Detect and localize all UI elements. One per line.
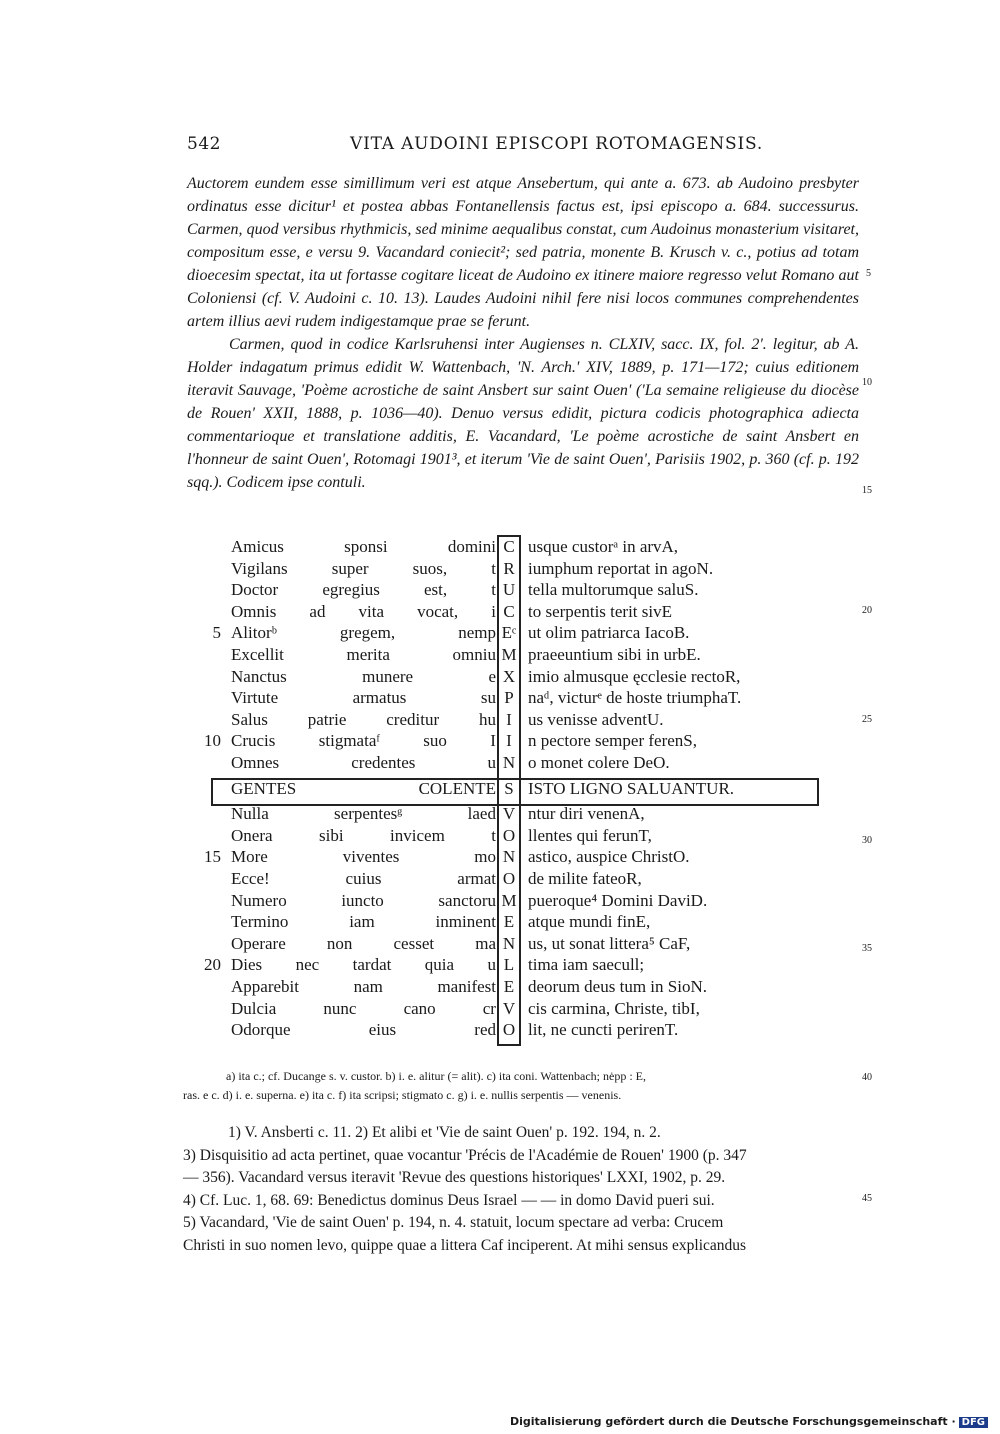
poem-left-half <box>231 803 496 825</box>
poem-right-half: pueroque⁴ Domini DaviD. <box>528 890 708 910</box>
acrostic-letter: I <box>506 709 512 729</box>
poem-line <box>0 1019 1000 1041</box>
poem-word: Dies <box>231 955 263 975</box>
poem-word: Odorque <box>231 1020 291 1040</box>
poem-word: t <box>491 580 496 600</box>
poem-left-half <box>231 998 496 1020</box>
poem-word: quia <box>424 955 455 975</box>
poem-word: cuius <box>345 869 382 888</box>
acrostic-letter: X <box>502 666 516 686</box>
poem-word: sibi <box>319 825 344 845</box>
acrostic-letter: N <box>502 847 516 867</box>
poem-right-half: de milite fateoR, <box>528 869 642 888</box>
poem-line <box>0 579 1000 601</box>
poem-line <box>0 803 1000 825</box>
footnote-line: 3) Disquisitio ad acta pertinet, quae vocantur 'Précis de l'Académie de Rouen' 1900 (p. 347 <box>183 1147 747 1164</box>
poem-left-half <box>231 730 496 752</box>
acrostic-letter: N <box>502 753 516 772</box>
poem-left-half <box>231 933 496 955</box>
poem-right-half: deorum deus tum in SioN. <box>528 977 707 996</box>
poem-right-half: astico, auspice ChristO. <box>528 847 690 867</box>
poem-right-half: tella multorumque saluS. <box>528 580 699 600</box>
poem-word: Numero <box>231 890 287 910</box>
acrostic-letter: U <box>502 580 516 600</box>
poem-word: Virtute <box>231 688 279 708</box>
poem-line <box>0 536 1000 558</box>
poem-left-half <box>231 752 496 774</box>
poem-line <box>0 890 1000 912</box>
acrostic-letter: E <box>503 977 515 996</box>
footnote-line: 1) V. Ansberti c. 11. 2) Et alibi et 'Vie de saint Ouen' p. 192. 194, n. 2. <box>228 1124 661 1141</box>
poem-word: non <box>326 933 353 953</box>
acrostic-letter: N <box>502 933 516 953</box>
poem-word: cr <box>482 998 496 1018</box>
poem-word: Termino <box>231 912 289 932</box>
acrostic-letter: V <box>502 804 516 824</box>
poem-line <box>0 868 1000 890</box>
poem-right-half: usque custorᵃ in arvA, <box>528 537 679 556</box>
poem-word: Ecce! <box>231 869 270 888</box>
poem-left-half <box>231 536 496 558</box>
poem-right-half: to serpentis terit sivE <box>528 601 673 621</box>
poem-left-half <box>231 579 496 601</box>
margin-line-number: 15 <box>862 485 872 496</box>
poem-word: Salus <box>231 709 268 729</box>
poem-left-half <box>231 601 496 623</box>
poem-word: Amicus <box>231 537 284 556</box>
poem-word: u <box>487 753 496 772</box>
footer-text: Digitalisierung gefördert durch die Deutsche Forschungsgemeinschaft · <box>509 1415 956 1428</box>
poem-right-half: ISTO LIGNO SALUANTUR. <box>528 778 735 798</box>
poem-left-half <box>231 709 496 731</box>
poem-right-half: iumphum reportat in agoN. <box>528 558 714 578</box>
dfg-logo: DFG <box>959 1417 988 1428</box>
acrostic-letter: M <box>501 645 517 664</box>
apparatus-note: a) ita c.; cf. Ducange s. v. custor. b) i. e. alitur (= alit). c) ita coni. Wattenbach; nėpp : E, <box>226 1069 646 1083</box>
intro-paragraph: Carmen, quod in codice Karlsruhensi inter Augienses n. CLXIV, sacc. IX, fol. 2'. legitur, ab A. Holder indagatum primus edidit W. Wattenbach, 'N. Arch.' XIV, 1889, p. 171—172; cuius editionem iteravit Sauvage, 'Poème acrostiche de saint Ansbert sur saint Ouen' ('La semaine religieuse du diocèse de Rouen' XXII, 1888, p. 1036—40). Denuo versus edidit, pictura codicis photographica adiecta commentarioque et translatione additis, E. Vacandard, 'Le poème acrostiche de saint Ansbert en l'honneur de saint Ouen', Rotomagi 1901³, et iterum 'Vie de saint Ouen', Parisiis 1902, p. 360 (cf. p. 192 sqq.). Codicem ipse contuli. <box>187 336 859 491</box>
poem-right-half: praeeuntium sibi in urbE. <box>528 645 701 664</box>
intro-paragraph: Auctorem eundem esse simillimum veri est atque Ansebertum, qui ante a. 673. ab Audoino presbyter ordinatus esse dicitur¹ et postea abbas Fontanellensis factus est, ipsi episcopo a. 684. successurus. Carmen, quod versibus rhythmicis, sed minime aequalibus constat, cum Audoinus monasterium visitaret, compositum esse, e versu 9. Vacandard coniecit²; sed patria, monente B. Krusch v. c., potius ad totam dioecesim spectat, ita ut fortasse cogitare liceat de Audoino ex itinere maiore regresso velut Romano aut Coloniensi (cf. V. Audoini c. 10. 13). Laudes Audoini nihil fere nisi locos communes comprehendentes artem illius aevi rudem indigestamque prae se ferunt. <box>187 175 859 330</box>
acrostic-letter: L <box>503 955 515 975</box>
acrostic-letter: R <box>503 558 515 578</box>
poem-word: nam <box>353 977 383 996</box>
acrostic-letter: V <box>502 998 516 1018</box>
poem-word: armatus <box>352 688 407 708</box>
footnote-line: 5) Vacandard, 'Vie de saint Ouen' p. 194, n. 4. statuit, locum spectare ad verba: Crucem <box>183 1214 724 1231</box>
poem-line <box>0 825 1000 847</box>
poem-word: Alitorᵇ <box>231 623 277 643</box>
poem-right-half: ntur diri venenA, <box>528 804 645 824</box>
poem-word: inminent <box>435 912 496 932</box>
poem-word: Omnis <box>231 601 277 621</box>
poem-word: tardat <box>352 955 392 975</box>
poem-word: Onera <box>231 825 273 845</box>
poem-left-half <box>231 890 496 912</box>
poem-left-half <box>231 644 496 666</box>
poem-line <box>0 846 1000 868</box>
poem-right-half: cis carmina, Christe, tibI, <box>528 998 700 1018</box>
margin-line-number: 5 <box>866 268 871 279</box>
acrostic-letter: O <box>502 869 516 888</box>
poem-word: omniu <box>452 645 496 664</box>
poem-word: su <box>480 688 496 708</box>
poem-word: laed <box>467 804 496 824</box>
poem-word: t <box>491 825 496 845</box>
poem-right-half: us, ut sonat littera⁵ CaF, <box>528 933 691 953</box>
poem-line <box>0 730 1000 752</box>
poem-line-number: 20 <box>204 955 221 975</box>
poem-word: est, <box>424 580 448 600</box>
poem-word: Operare <box>231 933 286 953</box>
poem-line <box>0 778 1000 800</box>
poem-word: creditur <box>386 709 440 729</box>
poem-word: suo <box>423 731 447 751</box>
apparatus-note: ras. e c. d) i. e. superna. e) ita c. f) ita scripsi; stigmato c. g) i. e. nullis serpentis — venenis. <box>183 1088 622 1102</box>
poem-line <box>0 752 1000 774</box>
acrostic-letter: Eᶜ <box>501 623 517 643</box>
poem-line-number: 5 <box>212 623 221 643</box>
poem-right-half: lit, ne cuncti perirenT. <box>528 1020 679 1040</box>
intro-text <box>187 172 859 494</box>
acrostic-letter: C <box>503 537 515 556</box>
poem-word: merita <box>346 645 390 664</box>
poem-right-half: atque mundi finE, <box>528 912 651 932</box>
acrostic-letter: M <box>501 890 517 910</box>
footnote-line: Christi in suo nomen levo, quippe quae a littera Caf inciperent. At mihi sensus explicandus <box>183 1237 747 1254</box>
poem-line-number: 10 <box>204 731 221 751</box>
poem-word: hu <box>478 709 496 729</box>
poem-left-half <box>231 558 496 580</box>
margin-line-number: 35 <box>862 943 872 954</box>
margin-line-number: 40 <box>862 1072 872 1083</box>
acrostic-letter: I <box>506 731 512 751</box>
poem-word: Apparebit <box>231 977 299 996</box>
margin-line-number: 30 <box>862 835 872 846</box>
poem-line <box>0 558 1000 580</box>
poem-line <box>0 709 1000 731</box>
poem-line <box>0 933 1000 955</box>
poem-word: cesset <box>393 933 435 953</box>
margin-line-number: 45 <box>862 1193 872 1204</box>
poem-word: red <box>474 1020 496 1040</box>
poem-word: Dulcia <box>231 998 277 1018</box>
poem-left-half <box>231 687 496 709</box>
poem-word: Omnes <box>231 753 280 772</box>
poem-right-half: tima iam saecull; <box>528 955 645 975</box>
poem-word: ma <box>475 933 496 953</box>
poem-line <box>0 644 1000 666</box>
poem-word: egregius <box>322 580 380 600</box>
poem-word: Doctor <box>231 580 279 600</box>
poem-word: GENTES <box>231 778 297 798</box>
acrostic-letter: P <box>504 688 514 708</box>
poem-word: Excellit <box>231 645 284 664</box>
poem-word: munere <box>362 666 414 686</box>
poem-word: COLENTE <box>418 778 496 798</box>
poem-line <box>0 601 1000 623</box>
poem-word: Crucis <box>231 731 276 751</box>
poem-word: serpentesᵍ <box>334 804 403 824</box>
poem-word: e <box>488 666 496 686</box>
poem-left-half <box>231 666 496 688</box>
poem-word: cano <box>403 998 436 1018</box>
poem-right-half: o monet colere DeO. <box>528 753 670 772</box>
poem-word: vita <box>358 601 385 621</box>
acrostic-letter: O <box>502 1020 516 1040</box>
poem-word: iuncto <box>341 890 384 910</box>
poem-word: stigmataᶠ <box>318 731 380 751</box>
poem-left-half <box>231 825 496 847</box>
poem-word: Nulla <box>231 804 269 824</box>
poem-word: Vigilans <box>231 558 288 578</box>
margin-line-number: 25 <box>862 714 872 725</box>
poem-word: vocat, <box>417 601 459 621</box>
poem-word: u <box>487 955 496 975</box>
footnote-line: — 356). Vacandard versus iteravit 'Revue des questions historiques' LXXI, 1902, p. 29. <box>183 1169 726 1186</box>
poem-line <box>0 687 1000 709</box>
poem-left-half <box>231 846 496 868</box>
poem-line <box>0 911 1000 933</box>
poem-right-half: llentes qui ferunT, <box>528 825 652 845</box>
poem-word: mo <box>474 847 496 867</box>
poem-line <box>0 666 1000 688</box>
margin-line-number: 10 <box>862 377 872 388</box>
poem-left-half <box>231 954 496 976</box>
poem-word: nemp <box>458 623 496 643</box>
poem-word: invicem <box>390 825 445 845</box>
poem-line <box>0 998 1000 1020</box>
poem-line-number: 15 <box>204 847 221 867</box>
poem-word: domini <box>447 537 496 556</box>
poem-word: t <box>491 558 496 578</box>
poem-left-half <box>231 1019 496 1041</box>
poem-word: gregem, <box>339 623 396 643</box>
acrostic-letter: C <box>503 601 515 621</box>
poem-left-half <box>231 622 496 644</box>
footnote-line: 4) Cf. Luc. 1, 68. 69: Benedictus dominus Deus Israel — — in domo David pueri sui. <box>183 1192 715 1209</box>
poem-left-half <box>231 911 496 933</box>
poem-word: Nanctus <box>231 666 287 686</box>
poem-word: More <box>231 847 268 867</box>
margin-line-number: 20 <box>862 605 872 616</box>
acrostic-letter: S <box>504 778 514 798</box>
running-title: VITA AUDOINI EPISCOPI ROTOMAGENSIS. <box>350 134 764 154</box>
poem-left-half <box>231 976 496 998</box>
poem-left-half <box>231 868 496 890</box>
poem-word: nec <box>295 955 320 975</box>
acrostic-letter: O <box>502 825 516 845</box>
page-number: 542 <box>187 134 221 154</box>
poem-right-half: us venisse adventU. <box>528 709 664 729</box>
poem-word: manifest <box>437 977 496 996</box>
poem-right-half: n pectore semper ferenS, <box>528 731 697 751</box>
poem-right-half: ut olim patriarca IacoB. <box>528 623 690 643</box>
poem-word: sanctoru <box>438 890 496 910</box>
poem-right-half: imio almusque ęcclesie rectoR, <box>528 666 741 686</box>
poem-word: i <box>491 601 496 621</box>
poem-word: ad <box>309 601 326 621</box>
poem-word: credentes <box>351 753 416 772</box>
poem-left-half <box>231 778 496 800</box>
poem-word: I <box>490 731 496 751</box>
poem-line <box>0 976 1000 998</box>
poem-word: armat <box>457 869 496 888</box>
poem-word: sponsi <box>344 537 388 556</box>
poem-word: viventes <box>342 847 400 867</box>
poem-word: patrie <box>307 709 347 729</box>
funding-footer <box>510 1415 988 1428</box>
poem-word: nunc <box>323 998 357 1018</box>
poem-word: super <box>331 558 369 578</box>
poem-word: iam <box>349 912 375 932</box>
poem-word: eius <box>368 1020 397 1040</box>
poem-word: suos, <box>412 558 448 578</box>
poem-right-half: naᵈ, victurᵉ de hoste triumphaT. <box>528 688 742 708</box>
acrostic-letter: E <box>503 912 515 932</box>
poem-line <box>0 954 1000 976</box>
poem-line <box>0 622 1000 644</box>
